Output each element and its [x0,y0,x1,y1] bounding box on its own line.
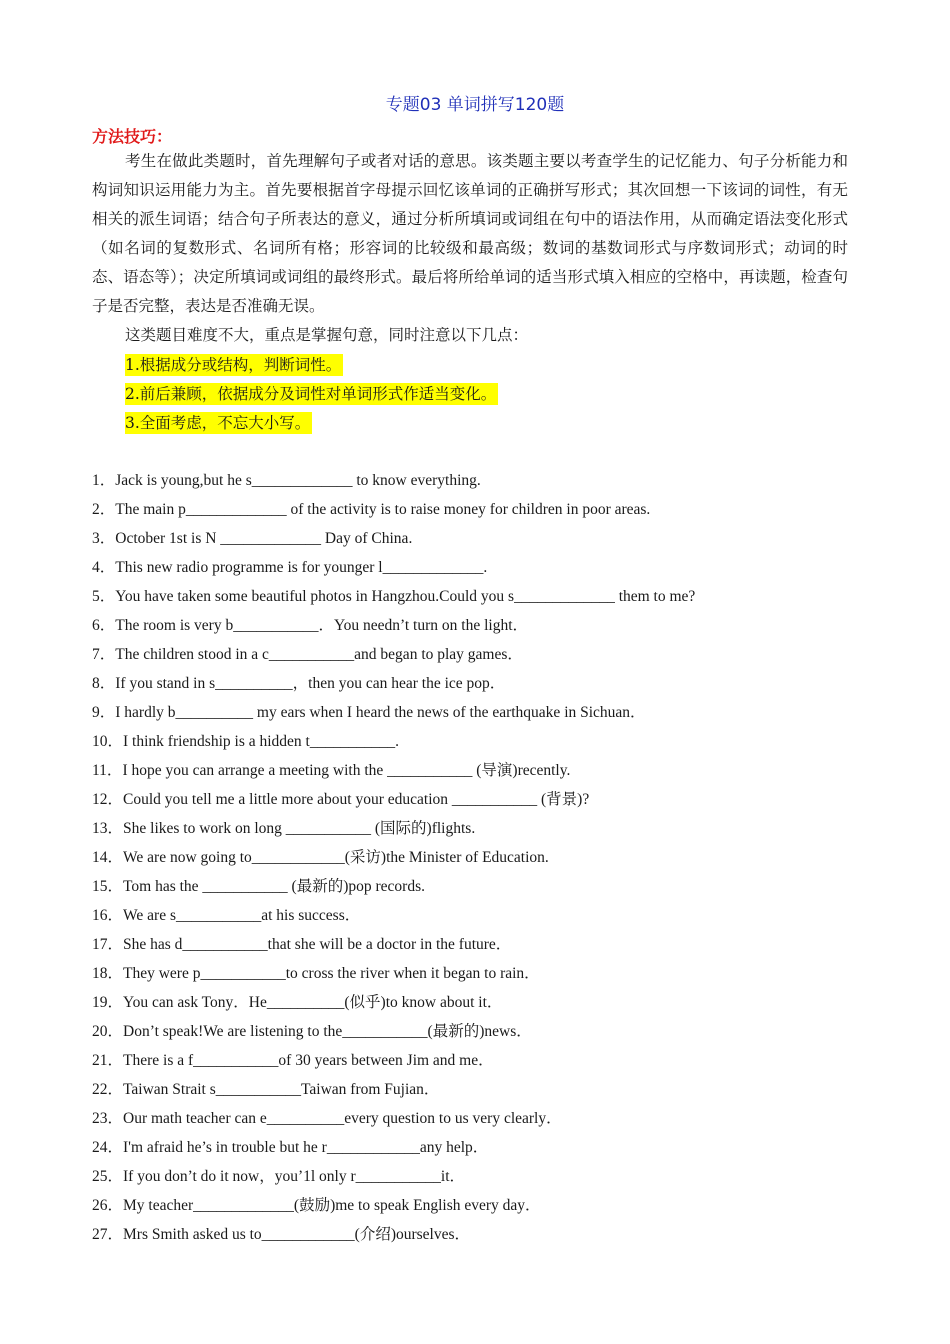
question-text: This new radio programme is for younger l_____________. [115,559,488,576]
question-number: 22． [92,1081,124,1098]
question-item [92,788,872,812]
question-number: 19． [92,994,124,1011]
question-text: The room is very b___________．You needn’t turn on the light． [115,617,528,634]
question-text: They were p___________to cross the river when it began to rain． [123,965,540,982]
question-number: 2． [92,501,116,518]
question-text: We are s___________at his success． [123,907,361,924]
question-number: 25． [92,1168,124,1185]
question-text: Our math teacher can e__________every question to us very clearly． [123,1110,562,1127]
tip-3 [125,410,312,436]
question-number: 26． [92,1197,124,1214]
question-text: I hope you can arrange a meeting with the ___________ (导演)recently. [122,762,571,779]
question-text: If you stand in s__________，then you can hear the ice pop． [115,675,506,692]
tip-1 [125,352,343,378]
question-number: 5． [92,588,116,605]
question-text: I hardly b__________ my ears when I heard the news of the earthquake in Sichuan． [115,704,646,721]
question-number: 7． [92,646,116,663]
question-text: There is a f___________of 30 years between Jim and me． [123,1052,494,1069]
question-text: Taiwan Strait s___________Taiwan from Fujian． [123,1081,440,1098]
note-paragraph: 这类题目难度不大，重点是掌握句意，同时注意以下几点： [125,326,529,344]
question-text: The children stood in a c___________and began to play games． [115,646,523,663]
question-item [92,556,872,580]
question-item [92,1136,872,1160]
intro-paragraph: 考生在做此类题时，首先理解句子或者对话的意思。该类题主要以考查学生的记忆能力、句子分析能力和构词知识运用能力为主。首先要根据首字母提示回忆该单词的正确拼写形式；其次回想一下该词的词性，有无相关的派生词语；结合句子所表达的意义，通过分析所填词或词组在句中的语法作用，从而确定语法变化形式（如名词的复数形式、名词所有格；形容词的比较级和最高级；数词的基数词形式与序数词形式；动词的时态、语态等）；决定所填词或词组的最终形式。最后将所给单词的适当形式填入相应的空格中，再读题，检查句子是否完整，表达是否准确无误。 [92,152,848,315]
question-number: 23． [92,1110,124,1127]
question-item [92,730,872,754]
question-text: Tom has the ___________ (最新的)pop records. [123,878,425,895]
question-item [92,498,872,522]
question-number: 3． [92,530,116,547]
tip-2 [125,381,498,407]
question-item [92,933,872,957]
question-text: Jack is young,but he s_____________ to know everything. [115,472,481,489]
question-item [92,672,872,696]
question-item [92,701,872,725]
question-number: 9． [92,704,116,721]
tip-3-text: 3.全面考虑，不忘大小写。 [125,414,311,432]
question-text: October 1st is N _____________ Day of China. [115,530,413,547]
question-text: I'm afraid he’s in trouble but he r____________any help． [123,1139,489,1156]
tip-2-text: 2.前后兼顾，依据成分及词性对单词形式作适当变化。 [125,385,497,403]
question-item [92,1078,872,1102]
document-title: 专题03 单词拼写120题 [385,95,565,115]
question-item [92,1020,872,1044]
question-number: 17． [92,936,124,953]
question-text: She likes to work on long ___________ (国际的)flights. [123,820,476,837]
question-number: 16． [92,907,124,924]
question-item [92,1223,872,1247]
question-item [92,846,872,870]
question-item [92,817,872,841]
question-item [92,962,872,986]
question-number: 12． [92,791,124,808]
question-text: The main p_____________ of the activity is to raise money for children in poor areas. [115,501,651,518]
question-item [92,614,872,638]
question-number: 13． [92,820,124,837]
question-item [92,904,872,928]
question-text: Don’t speak!We are listening to the___________(最新的)news． [123,1023,532,1040]
question-number: 10． [92,733,124,750]
question-item [92,875,872,899]
question-number: 8． [92,675,116,692]
question-item [92,759,872,783]
question-item [92,469,872,493]
question-item [92,1107,872,1131]
question-text: Could you tell me a little more about your education ___________ (背景)? [123,791,590,808]
question-text: She has d___________that she will be a doctor in the future． [123,936,512,953]
question-text: I think friendship is a hidden t___________. [123,733,399,750]
question-text: You have taken some beautiful photos in Hangzhou.Could you s_____________ them to me? [115,588,696,605]
question-item [92,585,872,609]
question-number: 15． [92,878,124,895]
question-item [92,1165,872,1189]
question-text: You can ask Tony．He__________(似乎)to know about it． [123,994,503,1011]
question-text: We are now going to____________(采访)the Minister of Education. [123,849,549,866]
question-text: If you don’t do it now，you’1l only r___________it． [123,1168,466,1185]
question-number: 6． [92,617,116,634]
question-text: Mrs Smith asked us to____________(介绍)ourselves． [123,1226,471,1243]
question-item [92,991,872,1015]
question-item [92,1049,872,1073]
tip-1-text: 1.根据成分或结构，判断词性。 [125,356,342,374]
question-number: 14． [92,849,124,866]
question-number: 21． [92,1052,124,1069]
question-item [92,643,872,667]
question-number: 11． [92,762,123,779]
question-number: 18． [92,965,124,982]
question-number: 1． [92,472,116,489]
question-item [92,527,872,551]
question-item [92,1194,872,1218]
method-label: 方法技巧： [92,127,173,146]
question-number: 20． [92,1023,124,1040]
question-number: 27． [92,1226,124,1243]
question-number: 24． [92,1139,124,1156]
question-text: My teacher_____________(鼓励)me to speak English every day． [123,1197,541,1214]
question-number: 4． [92,559,116,576]
